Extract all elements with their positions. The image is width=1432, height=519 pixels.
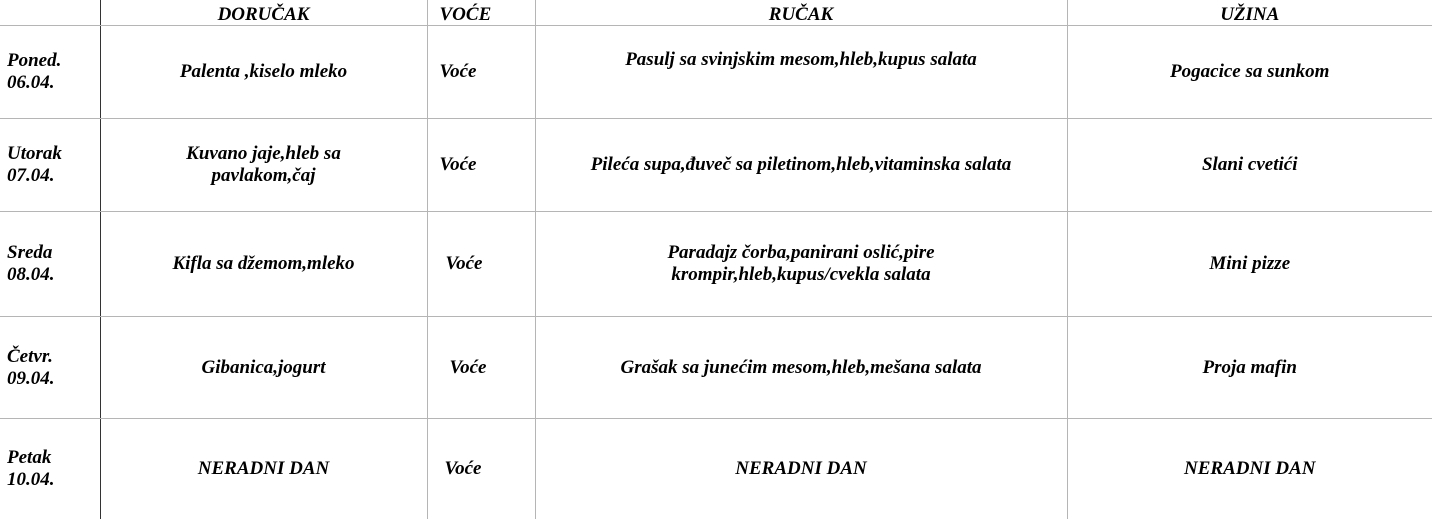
header-lunch: RUČAK — [535, 0, 1067, 26]
lunch-text: Pileća supa,đuveč sa piletinom,hleb,vitaminska salata — [590, 154, 1012, 175]
day-cell — [0, 119, 100, 212]
day-cell — [0, 419, 100, 519]
fruit-text: Voće — [445, 253, 483, 274]
lunch-text: Paradajz čorba,panirani oslić,pire krompir,hleb,kupus/cvekla salata — [667, 242, 935, 285]
day-name: Utorak — [7, 143, 62, 164]
lunch-cell — [535, 26, 1067, 119]
fruit-text: Voće — [439, 154, 477, 175]
breakfast-cell — [100, 26, 427, 119]
table-row-friday — [0, 419, 1432, 519]
snack-cell — [1067, 119, 1432, 212]
table-row-wednesday — [0, 212, 1432, 317]
fruit-cell — [427, 419, 535, 519]
table-row-thursday — [0, 317, 1432, 419]
snack-text: Pogacice sa sunkom — [1170, 61, 1330, 82]
snack-cell — [1067, 419, 1432, 519]
fruit-cell — [427, 317, 535, 419]
snack-cell — [1067, 317, 1432, 419]
breakfast-cell — [100, 119, 427, 212]
fruit-cell — [427, 212, 535, 317]
breakfast-cell — [100, 419, 427, 519]
day-date: 09.04. — [7, 367, 55, 389]
header-row — [0, 0, 1432, 26]
table-row-monday — [0, 26, 1432, 119]
breakfast-cell — [100, 317, 427, 419]
lunch-cell — [535, 212, 1067, 317]
day-date: 06.04. — [7, 72, 55, 93]
header-day — [0, 0, 100, 26]
lunch-text: Grašak sa junećim mesom,hleb,mešana salata — [620, 356, 982, 378]
snack-cell — [1067, 26, 1432, 119]
breakfast-text: Palenta ,kiselo mleko — [179, 61, 348, 82]
snack-text: Slani cvetići — [1201, 154, 1298, 175]
snack-cell — [1067, 212, 1432, 317]
day-cell — [0, 26, 100, 119]
breakfast-cell — [100, 212, 427, 317]
day-date: 08.04. — [7, 264, 55, 285]
day-date: 10.04. — [7, 469, 55, 490]
day-date: 07.04. — [7, 165, 55, 186]
table-row-tuesday — [0, 119, 1432, 212]
header-snack: UŽINA — [1067, 0, 1432, 26]
lunch-cell — [535, 119, 1067, 212]
lunch-cell — [535, 317, 1067, 419]
day-cell — [0, 212, 100, 317]
fruit-text: Voće — [449, 356, 487, 378]
lunch-cell — [535, 419, 1067, 519]
breakfast-text: NERADNI DAN — [197, 458, 330, 479]
snack-text: Proja mafin — [1202, 356, 1297, 378]
header-fruit: VOĆE — [427, 0, 535, 26]
day-name: Poned. — [7, 50, 62, 71]
lunch-text: Pasulj sa svinjskim mesom,hleb,kupus salata — [625, 49, 977, 70]
fruit-cell — [427, 119, 535, 212]
lunch-text: NERADNI DAN — [735, 458, 867, 479]
day-name: Petak — [7, 447, 52, 468]
breakfast-text: Gibanica,jogurt — [201, 356, 326, 378]
day-name: Četvr. — [7, 345, 53, 367]
fruit-cell — [427, 26, 535, 119]
snack-text: Mini pizze — [1209, 253, 1291, 274]
day-name: Sreda — [7, 242, 53, 263]
day-cell — [0, 317, 100, 419]
header-breakfast: DORUČAK — [100, 0, 427, 26]
fruit-text: Voće — [444, 458, 482, 479]
breakfast-text: Kuvano jaje,hleb sa pavlakom,čaj — [186, 143, 341, 186]
breakfast-text: Kifla sa džemom,mleko — [172, 253, 355, 274]
fruit-text: Voće — [439, 61, 477, 82]
snack-text: NERADNI DAN — [1184, 458, 1316, 479]
